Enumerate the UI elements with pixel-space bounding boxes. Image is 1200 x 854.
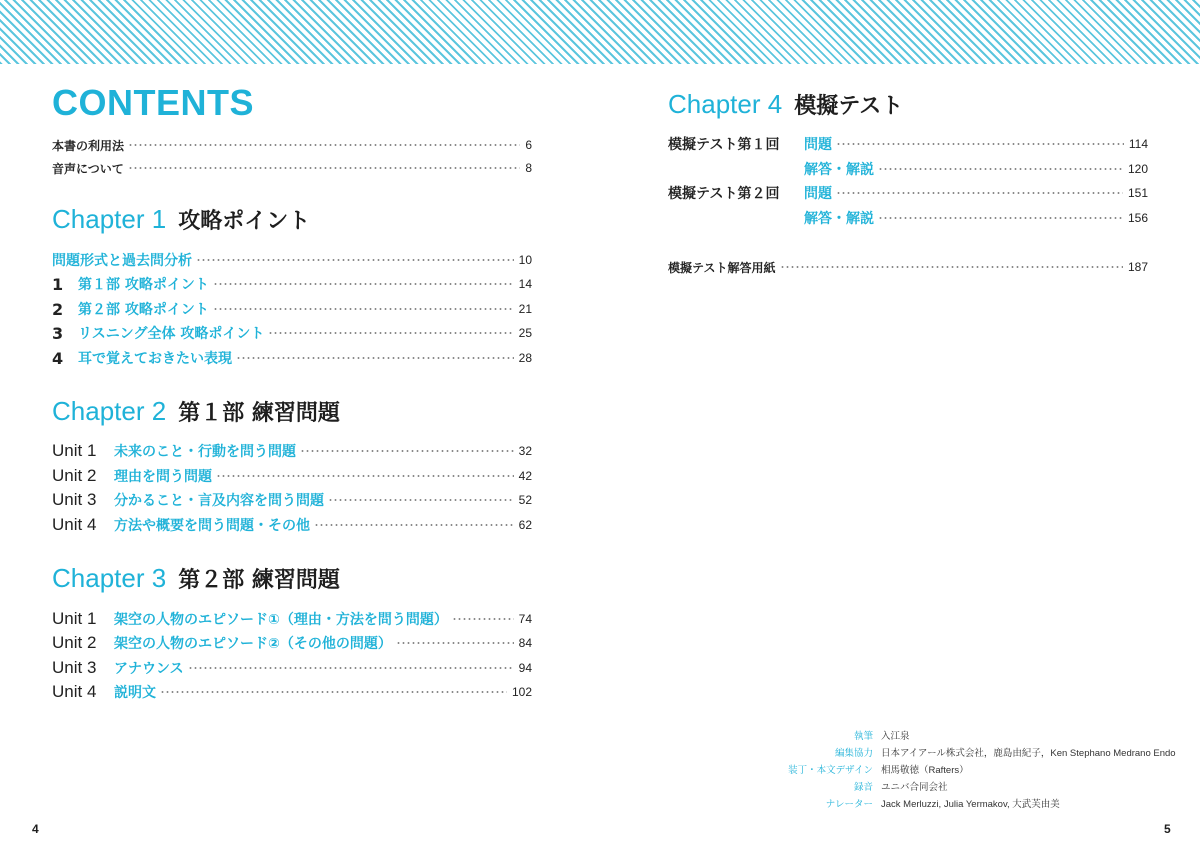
- toc-entry-page: 14: [518, 277, 532, 291]
- leader-dots: [196, 259, 514, 261]
- toc-entry[interactable]: [52, 322, 532, 344]
- test-name: 模擬テスト第１回: [668, 137, 780, 153]
- credits-block: [780, 728, 1176, 813]
- toc-entry-page: 156: [1127, 211, 1148, 225]
- toc-entry-label: 模擬テスト解答用紙: [668, 260, 776, 275]
- chapter-label: Chapter 4: [668, 89, 783, 119]
- credit-role: 録音: [853, 782, 873, 793]
- leader-dots: [836, 192, 1123, 194]
- toc-entry[interactable]: [668, 256, 1148, 278]
- leader-dots: [396, 642, 514, 644]
- toc-entry-page: 6: [525, 138, 532, 152]
- chapter-title: 攻略ポイント: [178, 209, 311, 234]
- toc-entry[interactable]: [52, 632, 532, 654]
- toc-entry-label: 問題: [804, 186, 832, 202]
- toc-entry-page: 187: [1127, 260, 1148, 274]
- toc-entry-label: 理由を問う問題: [114, 469, 212, 485]
- toc-entry[interactable]: [52, 273, 532, 295]
- leader-dots: [780, 266, 1123, 268]
- toc-entry[interactable]: [668, 182, 1148, 204]
- credit-role: 執筆: [853, 731, 873, 742]
- credit-row: [780, 728, 1176, 745]
- unit-label: Unit 1: [52, 609, 97, 628]
- toc-entry[interactable]: [52, 347, 532, 369]
- leader-dots: [236, 357, 514, 359]
- credit-row: [780, 762, 1176, 779]
- leader-dots: [836, 143, 1124, 145]
- leader-dots: [188, 667, 514, 669]
- toc-entry[interactable]: [52, 681, 532, 703]
- leader-dots: [213, 283, 514, 285]
- unit-label: Unit 2: [52, 466, 97, 485]
- toc-entry-number: 2: [52, 299, 64, 319]
- credit-row: [780, 779, 1176, 796]
- toc-entry-page: 151: [1127, 186, 1148, 200]
- toc-entry-label: 方法や概要を問う問題・その他: [114, 518, 310, 534]
- contents-title: CONTENTS: [52, 82, 254, 123]
- toc-entry-page: 25: [518, 326, 532, 340]
- toc-entry-page: 32: [518, 444, 532, 458]
- toc-entry-page: 74: [518, 612, 532, 626]
- page-number-left: 4: [32, 822, 39, 836]
- chapter-4-heading: [668, 89, 903, 120]
- toc-entry-page: 10: [518, 253, 532, 267]
- chapter-title: 第２部 練習問題: [178, 568, 340, 593]
- toc-entry-page: 21: [518, 302, 532, 316]
- leader-dots: [128, 144, 520, 146]
- chapter-label: Chapter 1: [52, 204, 167, 234]
- chapter-label: Chapter 3: [52, 563, 167, 593]
- toc-entry[interactable]: [668, 133, 1148, 155]
- toc-entry-label: 説明文: [114, 685, 156, 701]
- toc-entry-page: 8: [525, 161, 532, 175]
- toc-entry-number: 1: [52, 274, 64, 294]
- credit-name: 相馬敬徳（Rafters）: [881, 765, 969, 776]
- toc-entry-number: 3: [52, 323, 64, 343]
- toc-entry-label: アナウンス: [114, 661, 184, 677]
- credit-name: Jack Merluzzi, Julia Yermakov, 大武芙由美: [881, 799, 1060, 810]
- chapter-title: 第１部 練習問題: [178, 401, 340, 426]
- leader-dots: [878, 168, 1123, 170]
- toc-entry-page: 84: [518, 636, 532, 650]
- toc-entry-page: 62: [518, 518, 532, 532]
- leader-dots: [328, 499, 514, 501]
- toc-entry[interactable]: [804, 207, 1148, 229]
- toc-entry-label: 架空の人物のエピソード②（その他の問題）: [114, 636, 392, 652]
- chapter-1-heading: [52, 204, 310, 235]
- toc-entry-page: 28: [518, 351, 532, 365]
- toc-entry-label: 音声について: [52, 161, 124, 176]
- toc-entry[interactable]: [52, 440, 532, 462]
- unit-label: Unit 1: [52, 441, 97, 460]
- unit-label: Unit 4: [52, 515, 97, 534]
- toc-entry[interactable]: [804, 158, 1148, 180]
- leader-dots: [268, 332, 513, 334]
- credit-name: ユニバ合同会社: [881, 782, 948, 793]
- toc-entry-page: 42: [518, 469, 532, 483]
- leader-dots: [300, 450, 514, 452]
- toc-entry-page: 102: [511, 685, 532, 699]
- chapter-2-heading: [52, 396, 340, 427]
- toc-entry[interactable]: [52, 465, 532, 487]
- toc-entry-page: 114: [1128, 137, 1148, 151]
- toc-entry[interactable]: [52, 514, 532, 536]
- toc-entry-label: 本書の利用法: [52, 138, 125, 153]
- credit-role: ナレーター: [825, 799, 873, 810]
- header-stripe-band: [0, 0, 1200, 64]
- toc-entry-page: 120: [1127, 162, 1148, 176]
- credit-role: 装丁・本文デザイン: [788, 765, 873, 776]
- leader-dots: [128, 167, 521, 169]
- toc-entry-label: 問題: [804, 137, 832, 153]
- toc-entry[interactable]: [52, 657, 532, 679]
- toc-entry-page: 52: [518, 493, 532, 507]
- credit-role: 編集協力: [834, 748, 873, 759]
- test-name: 模擬テスト第２回: [668, 186, 780, 202]
- toc-entry[interactable]: [52, 249, 532, 271]
- toc-entry-label: 分かること・言及内容を問う問題: [114, 493, 324, 509]
- unit-label: Unit 3: [52, 490, 97, 509]
- leader-dots: [314, 524, 514, 526]
- toc-entry-number: 4: [52, 348, 64, 368]
- unit-label: Unit 2: [52, 633, 97, 652]
- page-number-right: 5: [1164, 822, 1171, 836]
- toc-entry-label: リスニング全体 攻略ポイント: [78, 326, 265, 342]
- toc-entry-label: 架空の人物のエピソード①（理由・方法を問う問題）: [114, 612, 448, 628]
- toc-entry[interactable]: [52, 134, 532, 156]
- toc-entry-label: 第２部 攻略ポイント: [78, 302, 209, 318]
- toc-entry-label: 未来のこと・行動を問う問題: [114, 444, 296, 460]
- toc-entry[interactable]: [52, 489, 532, 511]
- toc-entry-label: 解答・解説: [804, 211, 874, 227]
- leader-dots: [878, 217, 1123, 219]
- credit-row: [780, 745, 1176, 762]
- credit-row: [780, 796, 1176, 813]
- leader-dots: [216, 475, 514, 477]
- toc-entry[interactable]: [52, 608, 532, 630]
- unit-label: Unit 4: [52, 682, 97, 701]
- chapter-title: 模擬テスト: [794, 94, 904, 119]
- leader-dots: [213, 308, 514, 310]
- toc-entry-label: 第１部 攻略ポイント: [78, 277, 209, 293]
- credit-name: 日本アイアール株式会社，鹿島由紀子，Ken Stephano Medrano Endo: [881, 748, 1176, 759]
- leader-dots: [160, 691, 507, 693]
- leader-dots: [452, 618, 514, 620]
- toc-entry-page: 94: [518, 661, 532, 675]
- credit-name: 入江泉: [881, 731, 910, 742]
- chapter-label: Chapter 2: [52, 396, 167, 426]
- unit-label: Unit 3: [52, 658, 97, 677]
- toc-entry[interactable]: [52, 298, 532, 320]
- chapter-3-heading: [52, 563, 340, 594]
- toc-entry[interactable]: [52, 157, 532, 179]
- toc-entry-label: 解答・解説: [804, 162, 874, 178]
- toc-entry-label: 耳で覚えておきたい表現: [78, 351, 232, 367]
- toc-entry-label: 問題形式と過去問分析: [52, 253, 192, 269]
